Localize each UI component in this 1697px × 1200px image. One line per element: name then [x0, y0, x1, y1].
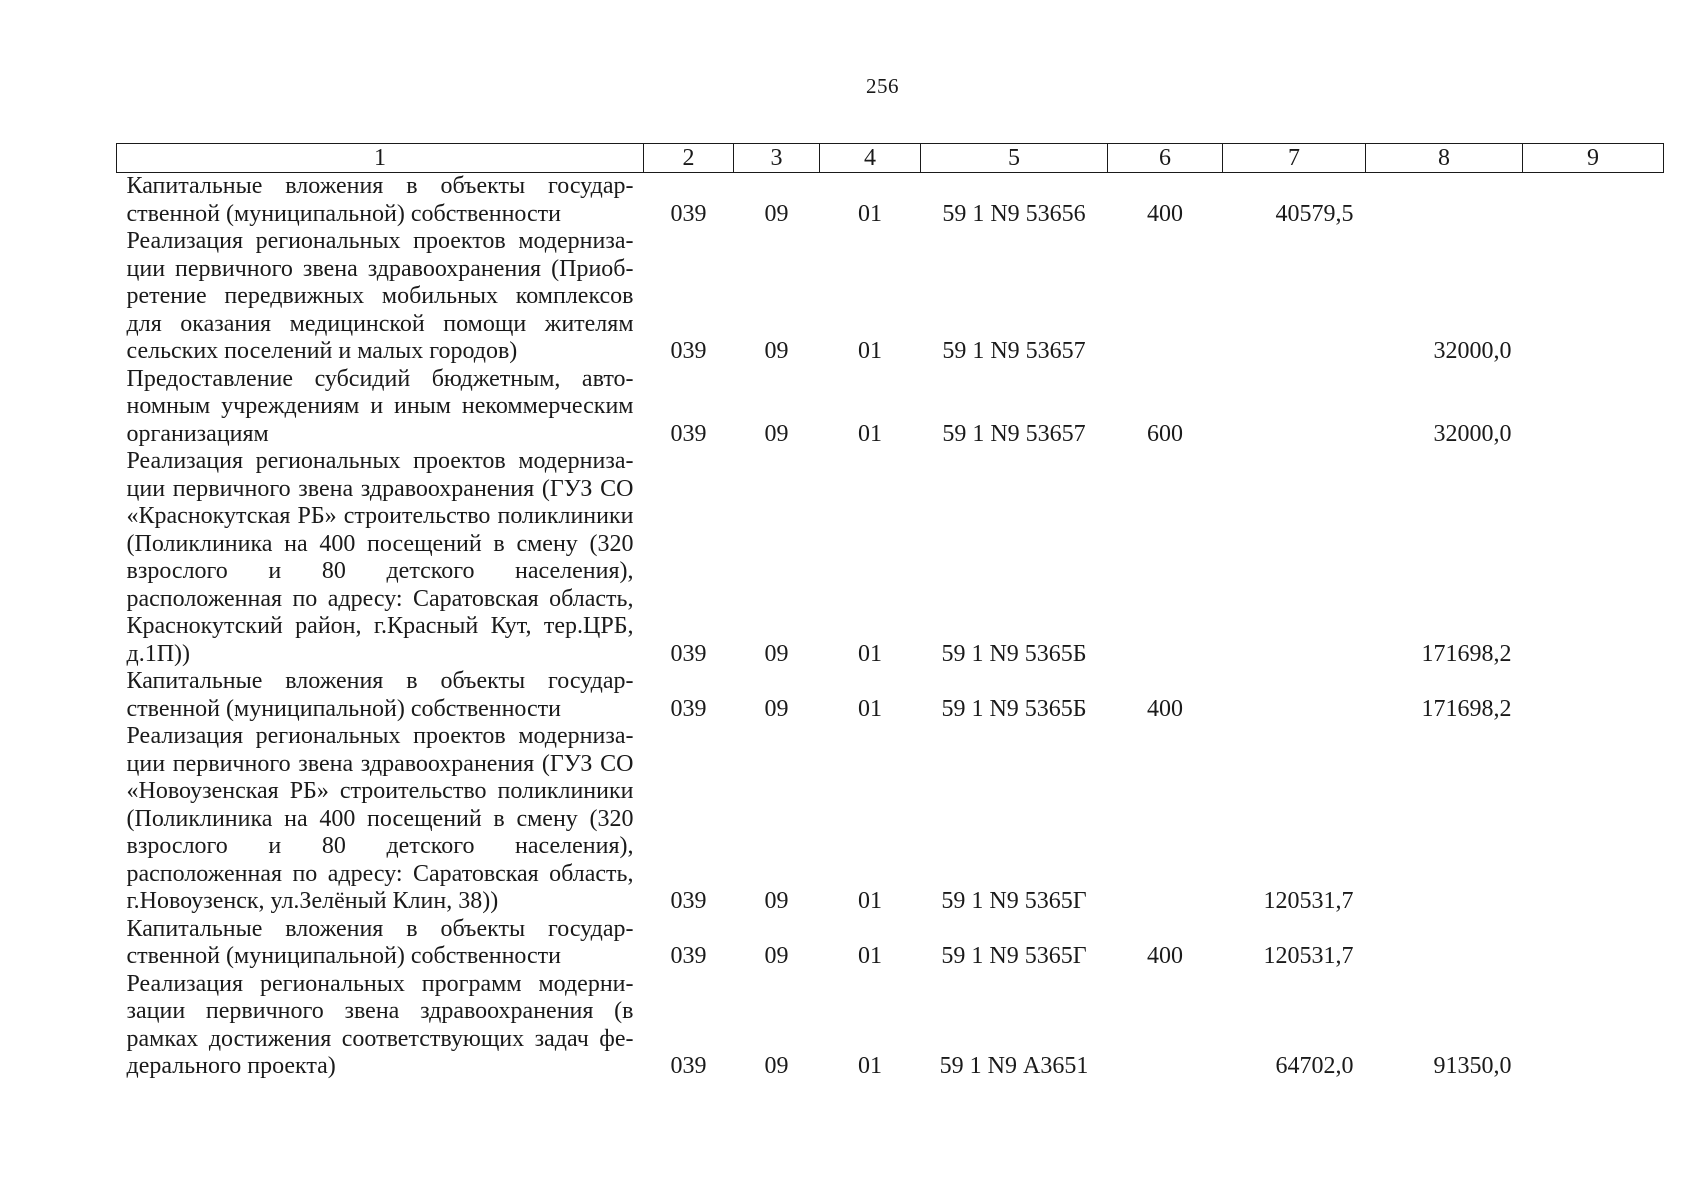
row-amount-col-9	[1523, 228, 1664, 366]
row-target-article: 59 1 N9 5365Г	[941, 888, 1087, 914]
row-amount-col-7	[1223, 228, 1366, 366]
row-amount-col-7	[1223, 366, 1366, 449]
row-section-code: 09	[764, 943, 789, 969]
row-description: Капитальные вложения в объекты государственной (муниципальной) собственности	[126, 668, 634, 722]
row-section-code: 09	[764, 420, 789, 447]
row-ministry-code: 039	[670, 943, 707, 969]
row-section-code: 09	[764, 888, 789, 914]
row-expense-type: 400	[1147, 200, 1183, 227]
row-expense-type	[1108, 971, 1223, 1081]
row-expense-type	[1108, 228, 1223, 366]
row-ministry-code: 039	[670, 695, 707, 722]
row-subsection-code: 01	[858, 420, 882, 447]
row-subsection-code: 01	[858, 888, 882, 914]
row-description: Реализация региональных программ модернизации первичного звена здравоохранения (в рамках достижения соответствующих задач федерального проекта)	[126, 970, 634, 1079]
table-row	[117, 366, 1664, 449]
row-amount-col-7: 120531,7	[1263, 888, 1354, 914]
row-amount-col-9	[1523, 448, 1664, 668]
row-amount-col-9	[1523, 723, 1664, 916]
header-col-3: 3	[734, 144, 820, 173]
row-amount-col-7	[1223, 668, 1366, 723]
header-col-2: 2	[644, 144, 734, 173]
row-description: Реализация региональных проектов модернизации первичного звена здравоохранения (ГУЗ СО «Новоузенская РБ» строительство поликлиники (Поликлиника на 400 посещений в смену (320 взрослого и 80 детского населения), расположенная по адресу: Саратовская область, г.Новоузенск, ул.Зелёный Клин, 38))	[126, 723, 634, 914]
row-target-article: 59 1 N9 5365Г	[941, 943, 1087, 969]
header-col-8: 8	[1366, 144, 1523, 173]
row-target-article: 59 1 N9 53657	[942, 338, 1086, 364]
row-amount-col-9	[1523, 668, 1664, 723]
row-description: Капитальные вложения в объекты государственной (муниципальной) собственности	[126, 173, 634, 227]
row-subsection-code: 01	[858, 338, 882, 364]
row-expense-type: 400	[1147, 943, 1183, 969]
table-body	[117, 173, 1664, 1081]
row-ministry-code: 039	[670, 1053, 707, 1079]
row-section-code: 09	[764, 200, 789, 227]
row-amount-col-8: 171698,2	[1421, 695, 1512, 722]
row-section-code: 09	[764, 1053, 789, 1079]
table-row	[117, 228, 1664, 366]
header-col-6: 6	[1108, 144, 1223, 173]
row-amount-col-8: 91350,0	[1433, 1053, 1512, 1079]
table-row	[117, 448, 1664, 668]
row-amount-col-8	[1366, 916, 1523, 971]
row-amount-col-9	[1523, 971, 1664, 1081]
row-target-article: 59 1 N9 53656	[942, 200, 1086, 227]
table-row	[117, 668, 1664, 723]
row-amount-col-7	[1223, 448, 1366, 668]
table-row	[117, 916, 1664, 971]
row-amount-col-8	[1366, 173, 1523, 229]
row-section-code: 09	[764, 695, 789, 722]
row-amount-col-9	[1523, 173, 1664, 229]
row-subsection-code: 01	[858, 1053, 882, 1079]
row-ministry-code: 039	[670, 420, 707, 447]
row-subsection-code: 01	[858, 695, 882, 722]
row-expense-type	[1108, 448, 1223, 668]
header-row	[117, 144, 1664, 173]
row-target-article: 59 1 N9 5365Б	[941, 640, 1087, 667]
row-description: Предоставление субсидий бюджетным, автономным учреждениям и иным некоммерческим организациям	[126, 365, 634, 447]
row-ministry-code: 039	[670, 640, 707, 667]
row-target-article: 59 1 N9 5365Б	[941, 695, 1087, 722]
header-col-1: 1	[117, 144, 644, 173]
row-section-code: 09	[764, 640, 789, 667]
header-col-9: 9	[1523, 144, 1664, 173]
table-row	[117, 723, 1664, 916]
row-amount-col-7: 64702,0	[1275, 1053, 1354, 1079]
row-amount-col-8: 32000,0	[1433, 338, 1512, 364]
table-row	[117, 173, 1664, 229]
row-description: Капитальные вложения в объекты государственной (муниципальной) собственности	[126, 915, 634, 969]
row-amount-col-9	[1523, 366, 1664, 449]
row-section-code: 09	[764, 338, 789, 364]
row-description: Реализация региональных проектов модернизации первичного звена здравоохранения (ГУЗ СО «Краснокутская РБ» строительство поликлиники (Поликлиника на 400 посещений в смену (320 взрослого и 80 детского населения), расположенная по адресу: Саратовская область, Краснокутский район, г.Красный Кут, тер.ЦРБ, д.1П))	[126, 448, 634, 667]
row-amount-col-8: 171698,2	[1421, 640, 1512, 667]
row-description: Реализация региональных проектов модернизации первичного звена здравоохранения (Приобретение передвижных мобильных комплексов для оказания медицинской помощи жителям сельских поселений и малых городов)	[126, 228, 634, 364]
row-target-article: 59 1 N9 53657	[942, 420, 1086, 447]
header-col-7: 7	[1223, 144, 1366, 173]
row-amount-col-8: 32000,0	[1433, 420, 1512, 447]
row-amount-col-8	[1366, 723, 1523, 916]
table-row	[117, 971, 1664, 1081]
row-expense-type: 400	[1147, 695, 1183, 722]
row-subsection-code: 01	[858, 200, 882, 227]
row-subsection-code: 01	[858, 640, 882, 667]
row-amount-col-7: 120531,7	[1263, 943, 1354, 969]
row-ministry-code: 039	[670, 200, 707, 227]
row-expense-type: 600	[1147, 420, 1183, 447]
row-subsection-code: 01	[858, 943, 882, 969]
header-col-5: 5	[921, 144, 1108, 173]
table-header	[117, 144, 1664, 173]
row-expense-type	[1108, 723, 1223, 916]
header-col-4: 4	[820, 144, 921, 173]
row-amount-col-7: 40579,5	[1275, 200, 1354, 227]
row-amount-col-9	[1523, 916, 1664, 971]
budget-table	[116, 143, 1664, 1081]
row-ministry-code: 039	[670, 338, 707, 364]
row-ministry-code: 039	[670, 888, 707, 914]
page-number: 256	[866, 74, 899, 98]
row-target-article: 59 1 N9 А3651	[939, 1053, 1089, 1079]
